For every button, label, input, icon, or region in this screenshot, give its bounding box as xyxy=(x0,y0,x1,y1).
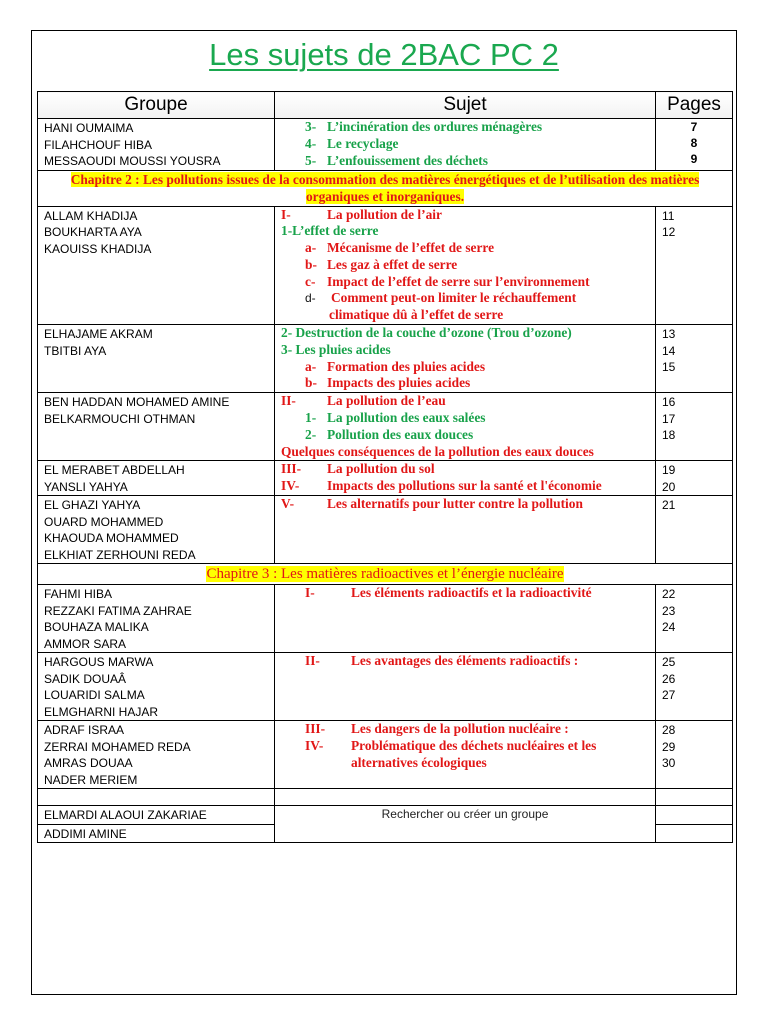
page-number: 16 xyxy=(662,395,676,410)
group-cell xyxy=(38,325,275,393)
member-name: FAHMI HIBA xyxy=(44,587,113,602)
subject-line: III- La pollution du sol xyxy=(281,461,435,477)
subject-line: III- Les dangers de la pollution nucléaire : xyxy=(305,721,569,737)
subject-cell xyxy=(275,653,656,721)
page-number: 12 xyxy=(662,225,676,239)
page-number: 19 xyxy=(662,463,676,478)
member-name: BEN HADDAN MOHAMED AMINE xyxy=(44,395,230,410)
page-number: 8 xyxy=(690,136,698,150)
pages-cell xyxy=(656,393,733,461)
subject-cell xyxy=(275,461,656,496)
page-number: 30 xyxy=(662,756,676,771)
table-row xyxy=(38,206,733,325)
group-cell xyxy=(38,824,275,843)
page-number: 29 xyxy=(662,739,676,754)
chapter-2-heading: Chapitre 2 : Les pollutions issues de la consommation des matières énergétiques et de l’utilisation des matières organiques et inorganiques. xyxy=(38,170,733,206)
subject-line: 3- Les pluies acides xyxy=(281,341,391,357)
group-cell xyxy=(38,585,275,653)
table-row xyxy=(38,393,733,461)
empty-cell xyxy=(38,789,275,806)
pages-cell xyxy=(656,824,733,843)
member-name: ADRAF ISRAA xyxy=(44,723,125,738)
table-row xyxy=(38,721,733,789)
chapter-3-heading: Chapitre 3 : Les matières radioactives et l’énergie nucléaire xyxy=(38,564,733,585)
subject-line: I- Les éléments radioactifs et la radioactivité xyxy=(305,585,592,601)
page-number: 26 xyxy=(662,671,676,686)
subject-line: 2- Pollution des eaux douces xyxy=(305,426,474,442)
member-name: EL MERABET ABDELLAH xyxy=(44,463,185,478)
table-header-row xyxy=(38,92,733,119)
subject-line: 4- Le recyclage xyxy=(305,135,399,151)
header-groupe: Groupe xyxy=(38,92,275,119)
member-name: BOUKHARTA AYA xyxy=(44,225,142,239)
group-cell xyxy=(38,721,275,789)
subject-line: IV- Impacts des pollutions sur la santé et l'économie xyxy=(281,478,602,494)
subject-line: II- La pollution de l’eau xyxy=(281,393,446,409)
pages-cell xyxy=(656,585,733,653)
table-row-empty xyxy=(38,789,733,806)
subject-line: 3- L’incinération des ordures ménagères xyxy=(305,119,543,134)
page-number: 7 xyxy=(690,120,698,134)
header-sujet: Sujet xyxy=(275,92,656,119)
subject-cell xyxy=(275,585,656,653)
member-name: ZERRAI MOHAMED REDA xyxy=(44,739,191,754)
page-number: 25 xyxy=(662,655,676,670)
member-name: NADER MERIEM xyxy=(44,772,138,787)
member-name: OUARD MOHAMMED xyxy=(44,514,164,529)
member-name: YANSLI YAHYA xyxy=(44,479,128,494)
table-row xyxy=(38,325,733,393)
page-number: 18 xyxy=(662,428,676,443)
page-number: 9 xyxy=(690,152,698,166)
group-cell xyxy=(38,806,275,825)
member-name: SADIK DOUAÂ xyxy=(44,671,127,686)
page-number: 11 xyxy=(662,208,675,223)
member-name: EL GHAZI YAHYA xyxy=(44,498,141,513)
member-name: FILAHCHOUF HIBA xyxy=(44,137,153,152)
page-number: 20 xyxy=(662,479,676,494)
subject-cell xyxy=(275,393,656,461)
subject-line: 5- L’enfouissement des déchets xyxy=(305,152,488,168)
group-cell xyxy=(38,206,275,325)
page-number: 22 xyxy=(662,587,676,602)
group-cell xyxy=(38,653,275,721)
subject-cell xyxy=(275,325,656,393)
pages-cell xyxy=(656,119,733,171)
member-name: KHAOUDA MOHAMMED xyxy=(44,531,179,546)
group-cell xyxy=(38,461,275,496)
member-name: AMRAS DOUAA xyxy=(44,756,133,771)
member-name: BOUHAZA MALIKA xyxy=(44,620,149,635)
member-name: TBITBI AYA xyxy=(44,343,107,358)
page-number: 24 xyxy=(662,620,676,635)
table-row xyxy=(38,585,733,653)
subject-line: c- Impact de l’effet de serre sur l’environnement xyxy=(305,273,590,289)
pages-cell xyxy=(656,806,733,825)
document-page xyxy=(31,30,737,995)
subject-cell xyxy=(275,206,656,325)
subject-line: alternatives écologiques xyxy=(351,755,487,771)
member-name: ADDIMI AMINE xyxy=(44,826,127,841)
subject-line: I- La pollution de l’air xyxy=(281,206,442,222)
subject-line: 1-L’effet de serre xyxy=(281,223,379,239)
member-name: ELMGHARNI HAJAR xyxy=(44,704,159,719)
page-number: 23 xyxy=(662,603,676,618)
member-name: ELHAJAME AKRAM xyxy=(44,327,153,342)
search-or-create-group[interactable]: Rechercher ou créer un groupe xyxy=(275,806,656,843)
page-number: 17 xyxy=(662,411,676,426)
table-row xyxy=(38,119,733,171)
pages-cell xyxy=(656,653,733,721)
group-cell xyxy=(38,393,275,461)
pages-cell xyxy=(656,461,733,496)
page-number: 15 xyxy=(662,360,676,375)
group-cell xyxy=(38,119,275,171)
member-name: REZZAKI FATIMA ZAHRAE xyxy=(44,603,192,618)
table-row xyxy=(38,461,733,496)
subject-cell xyxy=(275,496,656,564)
pages-cell xyxy=(656,496,733,564)
subject-line: climatique dû à l’effet de serre xyxy=(329,307,504,323)
group-cell xyxy=(38,496,275,564)
member-name: BELKARMOUCHI OTHMAN xyxy=(44,411,196,426)
pages-cell xyxy=(656,325,733,393)
member-name: AMMOR SARA xyxy=(44,636,127,651)
empty-cell xyxy=(656,789,733,806)
subject-line: d- Comment peut-on limiter le réchauffement xyxy=(305,290,577,306)
subject-line: 2- Destruction de la couche d’ozone (Trou d’ozone) xyxy=(281,325,572,341)
empty-cell xyxy=(275,789,656,806)
subjects-table xyxy=(37,91,733,843)
page-number: 27 xyxy=(662,688,676,703)
subject-line: b- Les gaz à effet de serre xyxy=(305,256,458,272)
page-number: 13 xyxy=(662,327,676,342)
member-name: HARGOUS MARWA xyxy=(44,655,154,670)
subject-line: V- Les alternatifs pour lutter contre la pollution xyxy=(281,496,583,512)
member-name: ELMARDI ALAOUI ZAKARIAE xyxy=(44,808,207,823)
pages-cell xyxy=(656,206,733,325)
subject-line: b- Impacts des pluies acides xyxy=(305,375,471,391)
chapter-row xyxy=(38,564,733,585)
subject-line: Quelques conséquences de la pollution des eaux douces xyxy=(281,443,594,459)
subject-line: a- Mécanisme de l’effet de serre xyxy=(305,240,495,256)
page-number: 14 xyxy=(662,343,676,358)
table-row xyxy=(38,653,733,721)
subject-cell xyxy=(275,119,656,171)
header-pages: Pages xyxy=(656,92,733,119)
subject-line: a- Formation des pluies acides xyxy=(305,358,486,374)
pages-cell xyxy=(656,721,733,789)
member-name: MESSAOUDI MOUSSI YOUSRA xyxy=(44,154,221,168)
subject-line: II- Les avantages des éléments radioactifs : xyxy=(305,653,579,669)
chapter-row xyxy=(38,170,733,206)
page-title: Les sujets de 2BAC PC 2 xyxy=(209,37,559,72)
subject-line: IV- Problématique des déchets nucléaires et les xyxy=(305,738,597,754)
member-name: ELKHIAT ZERHOUNI REDA xyxy=(44,547,196,562)
page-number: 21 xyxy=(662,498,676,513)
member-name: KAOUISS KHADIJA xyxy=(44,241,152,256)
member-name: HANI OUMAIMA xyxy=(44,121,134,135)
table-row xyxy=(38,806,733,825)
member-name: ALLAM KHADIJA xyxy=(44,208,138,223)
page-number: 28 xyxy=(662,723,676,738)
subject-line: 1- La pollution des eaux salées xyxy=(305,410,486,426)
member-name: LOUARIDI SALMA xyxy=(44,688,145,703)
table-row xyxy=(38,496,733,564)
subject-cell xyxy=(275,721,656,789)
